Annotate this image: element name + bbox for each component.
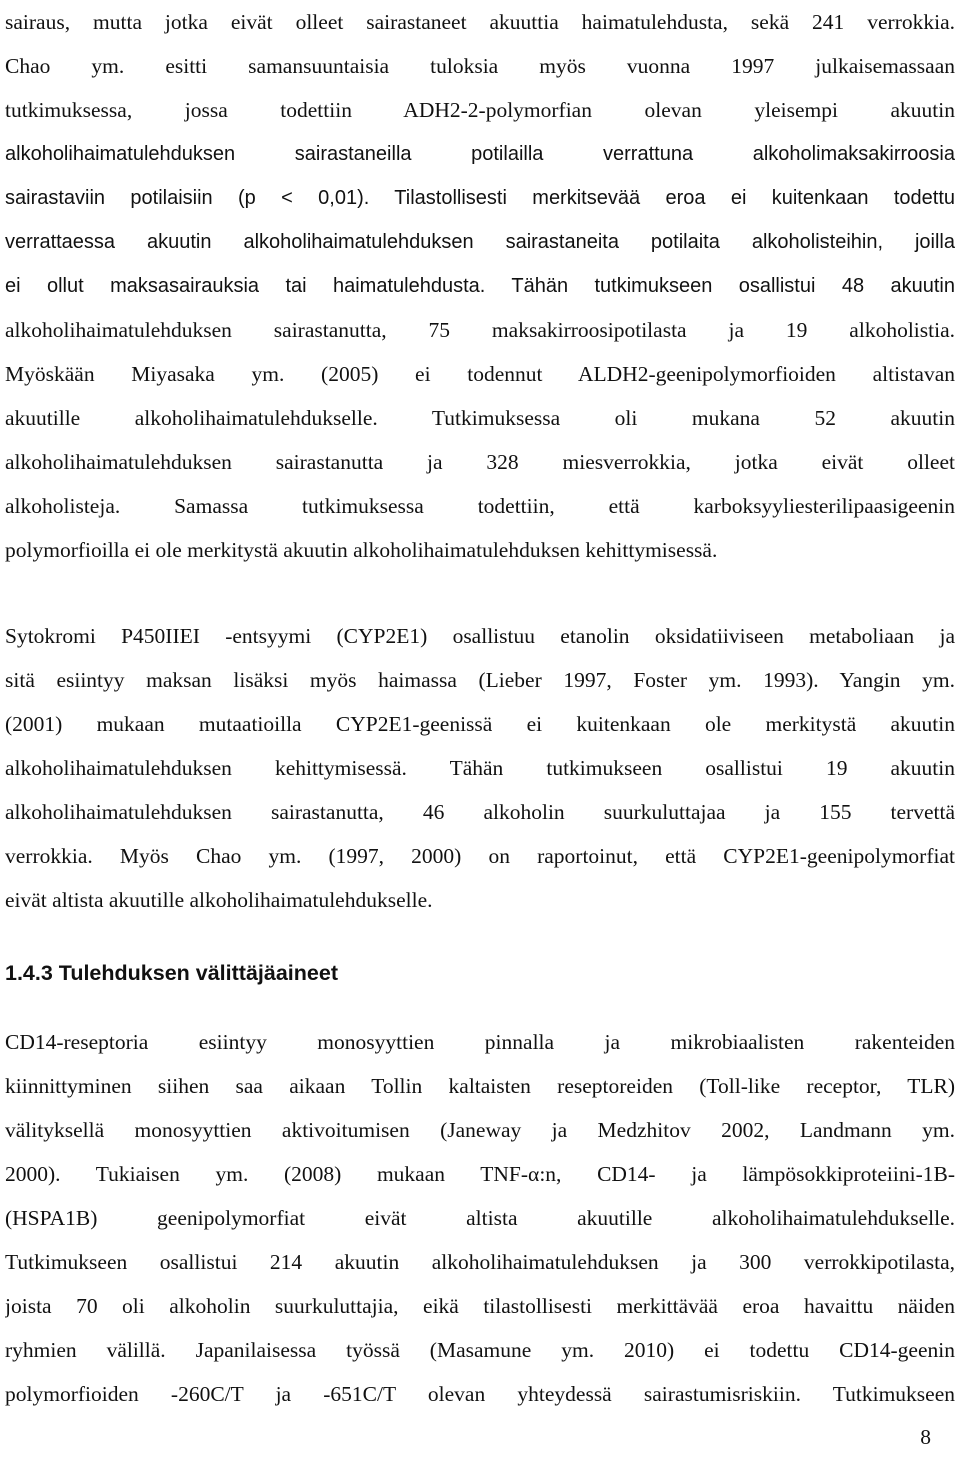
- text-line: tutkimuksessa, jossa todettiin ADH2-2-polymorfian olevan yleisempi akuutin: [5, 98, 955, 122]
- page-number: 8: [920, 1425, 931, 1449]
- text-line: sairastaviin potilaisiin (p < 0,01). Tilastollisesti merkitsevää eroa ei kuitenkaan todettu: [5, 187, 955, 209]
- paragraph-cd14: [5, 1020, 955, 1416]
- text-line: alkoholihaimatulehduksen kehittymisessä. Tähän tutkimukseen osallistui 19 akuutin: [5, 756, 955, 780]
- text-line: (HSPA1B) geenipolymorfiat eivät altista akuutille alkoholihaimatulehdukselle.: [5, 1206, 955, 1230]
- section-heading: 1.4.3 Tulehduksen välittäjäaineet: [5, 961, 338, 985]
- text-line: (2001) mukaan mutaatioilla CYP2E1-geenissä ei kuitenkaan ole merkitystä akuutin: [5, 712, 955, 736]
- text-line: välityksellä monosyyttien aktivoitumisen (Janeway ja Medzhitov 2002, Landmann ym.: [5, 1118, 955, 1142]
- text-line: CD14-reseptoria esiintyy monosyyttien pinnalla ja mikrobiaalisten rakenteiden: [5, 1030, 955, 1054]
- text-line: ei ollut maksasairauksia tai haimatulehdusta. Tähän tutkimukseen osallistui 48 akuutin: [5, 275, 955, 297]
- text-line: alkoholihaimatulehduksen sairastanutta, 46 alkoholin suurkuluttajaa ja 155 tervettä: [5, 800, 955, 824]
- text-line: polymorfioilla ei ole merkitystä akuutin alkoholihaimatulehduksen kehittymisessä.: [5, 538, 718, 562]
- text-line: sitä esiintyy maksan lisäksi myös haimassa (Lieber 1997, Foster ym. 1993). Yangin ym.: [5, 668, 955, 692]
- paragraph-aldh-polymorphism: [5, 0, 955, 572]
- text-line: sairaus, mutta jotka eivät olleet sairastaneet akuuttia haimatulehdusta, sekä 241 verrokkia.: [5, 10, 955, 34]
- text-line: eivät altista akuutille alkoholihaimatulehdukselle.: [5, 888, 433, 912]
- text-line: polymorfioiden -260C/T ja -651C/T olevan yhteydessä sairastumisriskiin. Tutkimukseen: [5, 1382, 955, 1406]
- text-line: ryhmien välillä. Japanilaisessa työssä (Masamune ym. 2010) ei todettu CD14-geenin: [5, 1338, 955, 1362]
- text-line: joista 70 oli alkoholin suurkuluttajia, eikä tilastollisesti merkittävää eroa havaittu näiden: [5, 1294, 955, 1318]
- text-line: 2000). Tukiaisen ym. (2008) mukaan TNF-α:n, CD14- ja lämpösokkiproteiini-1B-: [5, 1162, 955, 1186]
- text-line: Sytokromi P450IIEI -entsyymi (CYP2E1) osallistuu etanolin oksidatiiviseen metaboliaan ja: [5, 624, 955, 648]
- text-line: verrattaessa akuutin alkoholihaimatulehduksen sairastaneita potilaita alkoholisteihin, joilla: [5, 231, 955, 253]
- text-line: alkoholihaimatulehduksen sairastanutta, 75 maksakirroosipotilasta ja 19 alkoholistia.: [5, 318, 955, 342]
- text-line: Chao ym. esitti samansuuntaisia tuloksia myös vuonna 1997 julkaisemassaan: [5, 54, 955, 78]
- text-line: alkoholisteja. Samassa tutkimuksessa todettiin, että karboksyyliesterilipaasigeenin: [5, 494, 955, 518]
- text-line: akuutille alkoholihaimatulehdukselle. Tutkimuksessa oli mukana 52 akuutin: [5, 406, 955, 430]
- paragraph-cyp2e1: [5, 614, 955, 922]
- text-line: alkoholihaimatulehduksen sairastanutta ja 328 miesverrokkia, jotka eivät olleet: [5, 450, 955, 474]
- text-line: Myöskään Miyasaka ym. (2005) ei todennut ALDH2-geenipolymorfioiden altistavan: [5, 362, 955, 386]
- text-line: verrokkia. Myös Chao ym. (1997, 2000) on raportoinut, että CYP2E1-geenipolymorfiat: [5, 844, 955, 868]
- text-line: alkoholihaimatulehduksen sairastaneilla potilailla verrattuna alkoholimaksakirroosia: [5, 143, 955, 165]
- text-line: Tutkimukseen osallistui 214 akuutin alkoholihaimatulehduksen ja 300 verrokkipotilasta,: [5, 1250, 955, 1274]
- text-line: kiinnittyminen siihen saa aikaan Tollin kaltaisten reseptoreiden (Toll-like receptor, TLR): [5, 1074, 955, 1098]
